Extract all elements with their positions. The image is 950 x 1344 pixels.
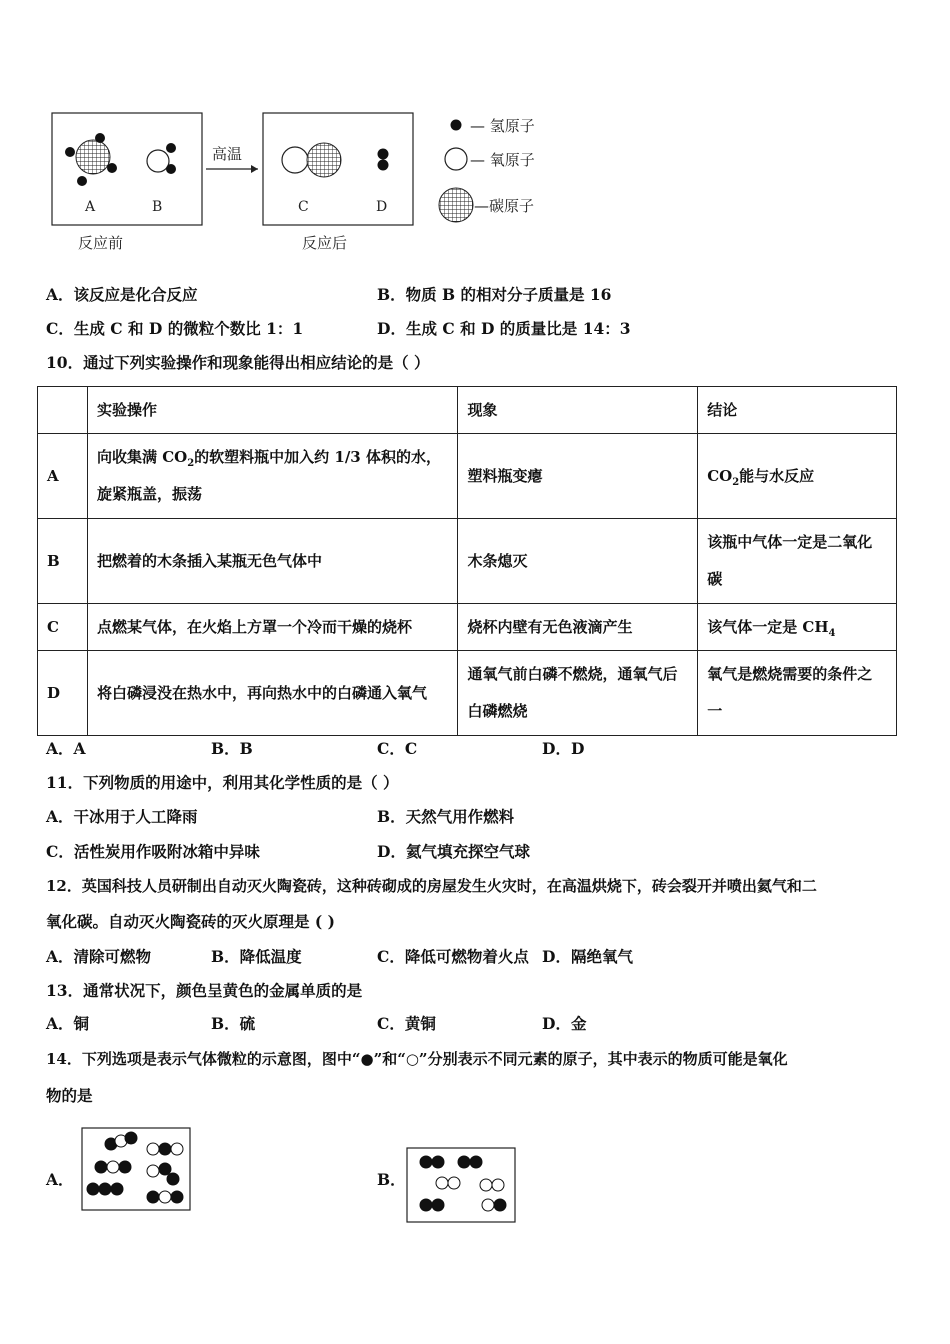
header-blank (38, 387, 88, 434)
molecule-d (378, 149, 389, 171)
phenomenon-cell: 通氧气前白磷不燃烧，通氧气后白磷燃烧 (458, 651, 698, 736)
carbon-legend-icon (439, 188, 473, 222)
legend-hydrogen: — 氢原子 (470, 117, 535, 135)
row-label: B (38, 519, 88, 604)
row-label: D (38, 651, 88, 736)
phenomenon-cell: 木条熄灭 (458, 519, 698, 604)
q11-option-d: D．氦气填充探空气球 (377, 842, 530, 861)
label-c: C (298, 199, 309, 215)
q10-option-c: C．C (377, 739, 418, 758)
q13-stem: 13．通常状况下，颜色呈黄色的金属单质的是 (46, 981, 363, 1000)
phenomenon-cell: 烧杯内壁有无色液滴产生 (458, 604, 698, 651)
conclusion-cell: $CO_2$能与水反应 (698, 434, 897, 519)
q14-option-b: B． (377, 1170, 406, 1189)
after-label: 反应后 (302, 234, 348, 252)
molecule-a (65, 133, 117, 186)
q13-option-c: C．黄铜 (377, 1014, 436, 1033)
q9-option-d: D．生成 C 和 D 的质量比是 14：3 (377, 319, 631, 338)
operation-cell: 点燃某气体，在火焰上方罩一个冷而干燥的烧杯 (87, 604, 458, 651)
q12-stem-line1: 12．英国科技人员研制出自动灭火陶瓷砖，这种砖砌成的房屋发生火灾时，在高温烘烧下，砖会裂开并喷出氦气和二 (46, 877, 817, 895)
row-label: A (38, 434, 88, 519)
q14-stem-line1: 14．下列选项是表示气体微粒的示意图，图中“●”和“○”分别表示不同元素的原子，其中表示的物质可能是氧化 (46, 1050, 788, 1068)
table-row (38, 651, 897, 736)
phenomenon-cell: 塑料瓶变瘪 (458, 434, 698, 519)
q14-diagram-a (81, 1127, 193, 1213)
conclusion-cell: 氧气是燃烧需要的条件之一 (698, 651, 897, 736)
label-b: B (152, 199, 163, 215)
conclusion-cell: 该气体一定是 $CH_4$ (698, 604, 897, 651)
q11-option-c: C．活性炭用作吸附冰箱中异味 (46, 842, 260, 861)
header-conclusion: 结论 (698, 387, 897, 434)
table-row (38, 519, 897, 604)
legend-carbon: —碳原子 (474, 197, 535, 215)
table-header-row (38, 387, 897, 434)
label-a: A (85, 199, 96, 215)
q10-option-b: B．B (211, 739, 253, 758)
legend (439, 117, 535, 222)
table-row (38, 604, 897, 651)
operation-cell: 将白磷浸没在热水中，再向热水中的白磷通入氧气 (87, 651, 458, 736)
q12-option-b: B．降低温度 (211, 947, 302, 966)
experiment-table (37, 386, 897, 736)
q9-option-b: B．物质 B 的相对分子质量是 16 (377, 285, 612, 304)
q11-option-b: B．天然气用作燃料 (377, 807, 515, 826)
row-label: C (38, 604, 88, 651)
q14-diagram-b (406, 1147, 518, 1225)
header-phenomenon: 现象 (458, 387, 698, 434)
q13-option-b: B．硫 (211, 1014, 256, 1033)
condition-label: 高温 (212, 145, 243, 163)
before-label: 反应前 (78, 234, 124, 252)
oxygen-legend-icon (445, 148, 467, 170)
operation-cell: 向收集满 $CO_2$的软塑料瓶中加入约 1/3 体积的水，旋紧瓶盖，振荡 (87, 434, 458, 519)
q10-option-a: A．A (46, 739, 86, 758)
conclusion-cell: 该瓶中气体一定是二氧化碳 (698, 519, 897, 604)
q13-option-a: A．铜 (46, 1014, 90, 1033)
q14-option-a: A． (46, 1170, 74, 1189)
label-d: D (376, 199, 388, 215)
legend-oxygen: — 氧原子 (470, 151, 535, 169)
reaction-diagram (40, 105, 580, 265)
hydrogen-legend-icon (451, 120, 462, 131)
q12-stem-line2: 氧化碳。自动灭火陶瓷砖的灭火原理是 ( ) (46, 912, 335, 931)
q9-option-a: A．该反应是化合反应 (46, 285, 198, 304)
q12-option-d: D．隔绝氧气 (542, 947, 633, 966)
q14-stem-line2: 物的是 (46, 1086, 93, 1105)
q13-option-d: D．金 (542, 1014, 587, 1033)
header-operation: 实验操作 (87, 387, 458, 434)
molecule-c (282, 143, 341, 177)
q12-option-c: C．降低可燃物着火点 (377, 947, 529, 966)
q11-option-a: A．干冰用于人工降雨 (46, 807, 198, 826)
q12-option-a: A．清除可燃物 (46, 947, 152, 966)
q10-stem: 10．通过下列实验操作和现象能得出相应结论的是（ ） (46, 353, 430, 372)
q11-stem: 11．下列物质的用途中，利用其化学性质的是（ ） (46, 773, 399, 792)
operation-cell: 把燃着的木条插入某瓶无色气体中 (87, 519, 458, 604)
molecule-b (147, 143, 176, 174)
q9-option-c: C．生成 C 和 D 的微粒个数比 1：1 (46, 319, 304, 338)
table-row (38, 434, 897, 519)
q10-option-d: D．D (542, 739, 585, 758)
before-box (52, 113, 202, 225)
